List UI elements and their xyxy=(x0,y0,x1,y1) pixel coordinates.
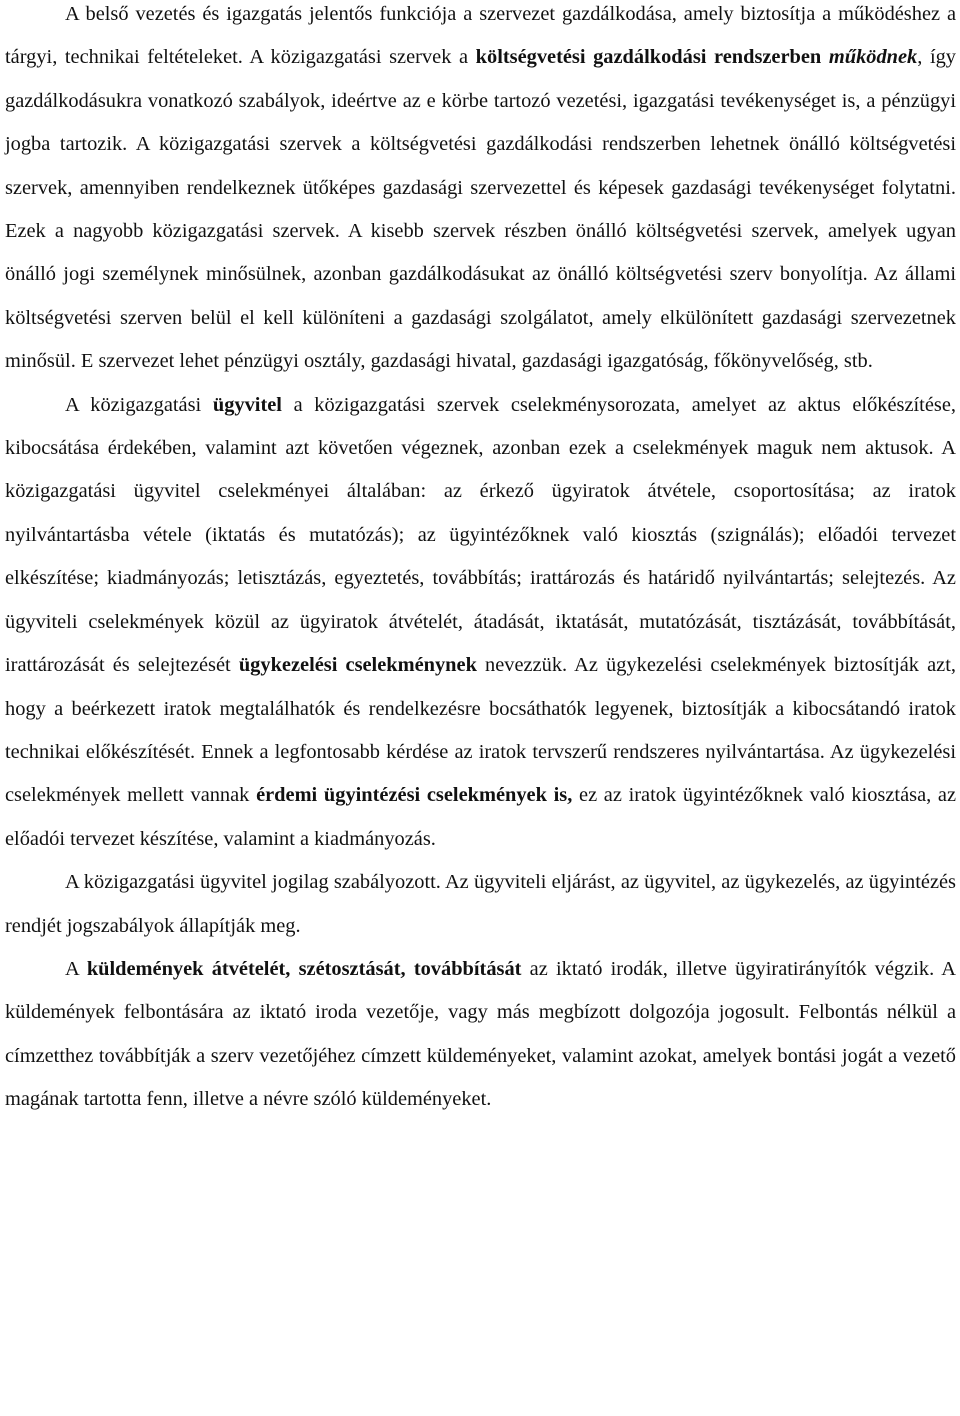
text-run: az iktató irodák, illetve ügyiratirányítók végzik. A küldemények felbontására az iktató iroda vezetője, vagy más megbízott dolgozója jogosult. Felbontás nélkül a címzetthez továbbítják a szerv vezetőjéhez címzett küldeményeket, valamint azokat, amelyek bontási jogát a vezető magának tartotta fenn, illetve a névre szóló küldeményeket. xyxy=(5,957,956,1111)
bold-term-consignment-handling: küldemények átvételét, szétosztását, továbbítását xyxy=(86,957,522,980)
bold-term-substantive-acts: érdemi ügyintézési cselekmények is, xyxy=(256,784,573,807)
text-run: A közigazgatási ügyvitel jogilag szabályozott. Az ügyviteli eljárást, az ügyvitel, az ügykezelés, az ügyintézés rendjét jogszabályok állapítják meg. xyxy=(5,871,956,937)
paragraph-economic-management xyxy=(5,0,956,384)
paragraph-consignments xyxy=(5,948,956,1122)
text-run: a közigazgatási szervek cselekménysorozata, amelyet az aktus előkészítése, kibocsátása érdekében, valamint azt követően végeznek, azonban ezek a cselekmények maguk nem aktusok. A közigazgatási ügyvitel cselekményei általában: az érkező ügyiratok átvétele, csoportosítása; az iratok nyilvántartásba vétele (iktatás és mutatózás); az ügyintézőknek való kiosztás (szignálás); előadói tervezet elkészítése; kiadmányozás; letisztázás, egyeztetés, továbbítás; irattározás és határidő nyilvántartás; selejtezés. Az ügyviteli cselekmények közül az ügyiratok átvételét, átadását, iktatását, mutatózását, tisztázását, továbbítását, irattározását és selejtezését xyxy=(5,393,956,677)
text-run: ez az iratok ügyintézőknek való kiosztása, az előadói tervezet készítése, valamint a kiadmányozás. xyxy=(5,784,957,850)
text-run: nevezzük. Az ügykezelési cselekmények biztosítják azt, hogy a beérkezett iratok megtalálhatók és rendelkezésre bocsáthatók legyenek, biztosítják a kibocsátandó iratok technikai előkészítését. Ennek a legfontosabb kérdése az iratok tervszerű rendszeres nyilvántartása. Az ügykezelési cselekmények mellett vannak xyxy=(5,654,956,807)
bold-term-procedure: ügyvitel xyxy=(212,393,282,416)
paragraph-administrative-procedure xyxy=(5,384,956,861)
italic-run: működnek xyxy=(828,46,918,69)
text-run: A közigazgatási xyxy=(65,393,213,416)
bold-term-case-handling-acts: ügykezelési cselekménynek xyxy=(238,654,477,677)
text-run: A xyxy=(65,957,87,980)
text-run: , így gazdálkodásukra vonatkozó szabályok, ideértve az e körbe tartozó vezetési, igazgatási tevékenységet is, a pénzügyi jogba tartozik. A közigazgatási szervek a költségvetési gazdálkodási rendszerben lehetnek önálló költségvetési szervek, amennyiben rendelkeznek ütőképes gazdasági szervezettel és képesek gazdasági tevékenységet folytatni. Ezek a nagyobb közigazgatási szervek. A kisebb szervek részben önálló költségvetési szervek, amelyek ugyan önálló jogi személynek minősülnek, azonban gazdálkodásukat az önálló költségvetési szerv bonyolítja. Az állami költségvetési szerven belül el kell különíteni a gazdasági szolgálatot, amely elkülönített gazdasági szervezetnek minősül. E szervezet lehet pénzügyi osztály, gazdasági hivatal, gazdasági igazgatóság, főkönyvelőség, stb. xyxy=(5,46,957,373)
bold-term-budgetary-system: költségvetési gazdálkodási rendszerben xyxy=(475,46,829,69)
paragraph-legal-regulation xyxy=(5,861,956,948)
bold-italic-term-operate xyxy=(829,46,917,68)
text-run: A belső vezetés és igazgatás jelentős funkciója a szervezet gazdálkodása, amely biztosítja a működéshez a tárgyi, technikai feltételeket. A közigazgatási szervek a xyxy=(5,3,956,69)
